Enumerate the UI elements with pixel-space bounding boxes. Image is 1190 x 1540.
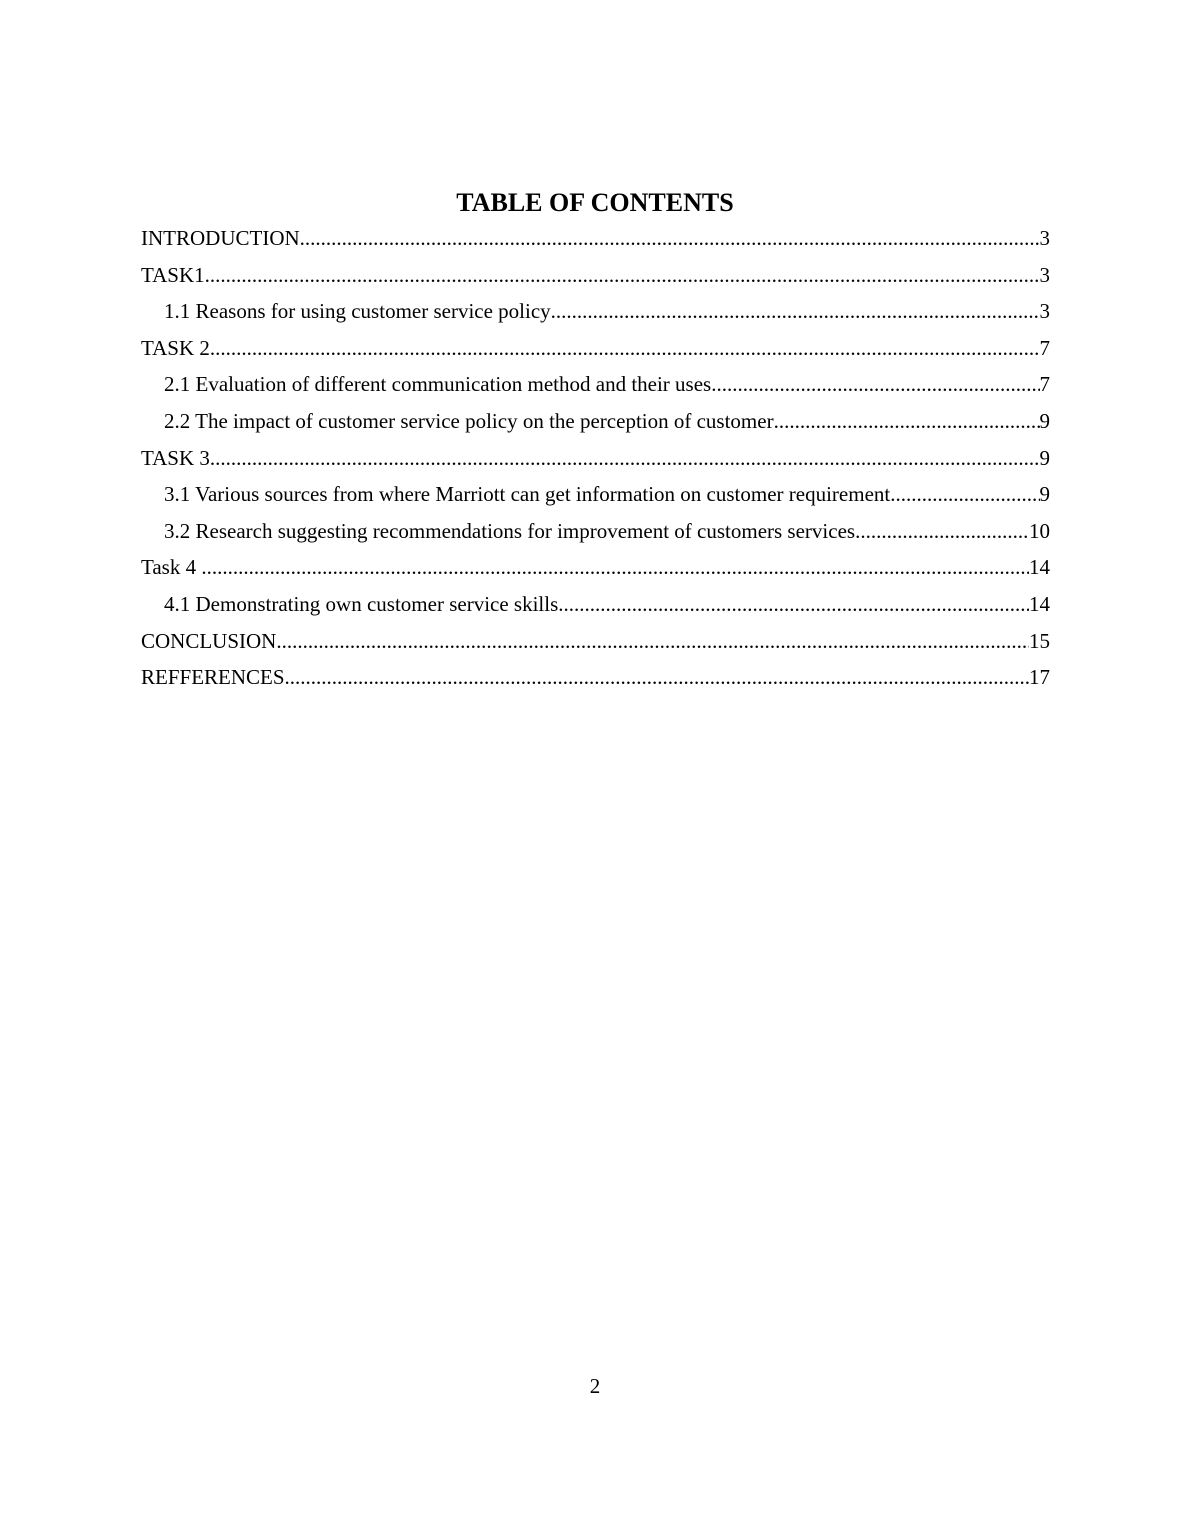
toc-entry-page: 15 — [1029, 628, 1050, 653]
toc-entry-text: 4.1 Demonstrating own customer service skills — [164, 591, 559, 616]
toc-dot-leader — [551, 293, 1040, 330]
toc-dot-leader — [210, 330, 1040, 367]
toc-entry-task2[interactable] — [141, 330, 1050, 367]
toc-entry-page: 7 — [1039, 372, 1050, 397]
toc-dot-leader — [201, 549, 1029, 586]
toc-entry-page: 10 — [1029, 518, 1050, 543]
toc-dot-leader — [774, 403, 1040, 440]
toc-entry-page: 3 — [1039, 226, 1050, 250]
toc-title: TABLE OF CONTENTS — [456, 188, 734, 217]
toc-dot-leader — [276, 623, 1029, 660]
toc-dot-leader — [300, 220, 1040, 257]
toc-entry-3-2[interactable] — [141, 513, 1050, 550]
toc-entry-conclusion[interactable] — [141, 623, 1050, 660]
toc-entry-introduction[interactable] — [141, 220, 1050, 257]
toc-dot-leader — [558, 586, 1029, 623]
page-number: 2 — [589, 1374, 601, 1398]
toc-entry-page: 17 — [1029, 665, 1050, 690]
toc-dot-leader — [855, 513, 1029, 550]
toc-entry-page: 9 — [1039, 408, 1050, 433]
toc-dot-leader — [890, 476, 1039, 513]
toc-entry-page: 3 — [1039, 299, 1050, 324]
toc-entry-2-2[interactable] — [141, 403, 1050, 440]
toc-entry-text: 2.2 The impact of customer service policy on the perception of customer — [164, 408, 774, 433]
toc-entry-text: 3.1 Various sources from where Marriott can get information on customer requirement — [164, 482, 891, 507]
toc-list — [141, 220, 1050, 696]
toc-entry-text: TASK 3 — [141, 445, 210, 470]
toc-entry-2-1[interactable] — [141, 366, 1050, 403]
toc-dot-leader — [210, 440, 1040, 477]
toc-entry-page: 9 — [1039, 445, 1050, 470]
toc-dot-leader — [285, 659, 1029, 696]
toc-entry-text: TASK 2 — [141, 335, 210, 360]
toc-entry-task1[interactable] — [141, 257, 1050, 294]
toc-entry-page: 9 — [1039, 482, 1050, 507]
toc-entry-page: 14 — [1029, 591, 1050, 616]
toc-entry-text: 1.1 Reasons for using customer service policy — [164, 299, 551, 324]
toc-entry-references[interactable] — [141, 659, 1050, 696]
toc-entry-text: Task 4 — [141, 555, 202, 580]
toc-entry-text: INTRODUCTION — [141, 226, 300, 250]
toc-entry-page: 14 — [1029, 555, 1050, 580]
toc-entry-4-1[interactable] — [141, 586, 1050, 623]
toc-entry-text: CONCLUSION — [141, 628, 277, 653]
toc-entry-text: TASK1 — [141, 262, 205, 287]
toc-dot-leader — [205, 257, 1040, 294]
toc-entry-text: 2.1 Evaluation of different communication method and their uses — [164, 372, 712, 397]
toc-entry-task3[interactable] — [141, 440, 1050, 477]
toc-entry-3-1[interactable] — [141, 476, 1050, 513]
toc-entry-text: REFFERENCES — [141, 665, 285, 690]
toc-entry-1-1[interactable] — [141, 293, 1050, 330]
toc-entry-page: 3 — [1039, 262, 1050, 287]
toc-dot-leader — [711, 366, 1039, 403]
toc-entry-page: 7 — [1039, 335, 1050, 360]
toc-entry-text: 3.2 Research suggesting recommendations for improvement of customers services — [164, 518, 856, 543]
toc-entry-task4[interactable] — [141, 549, 1050, 586]
